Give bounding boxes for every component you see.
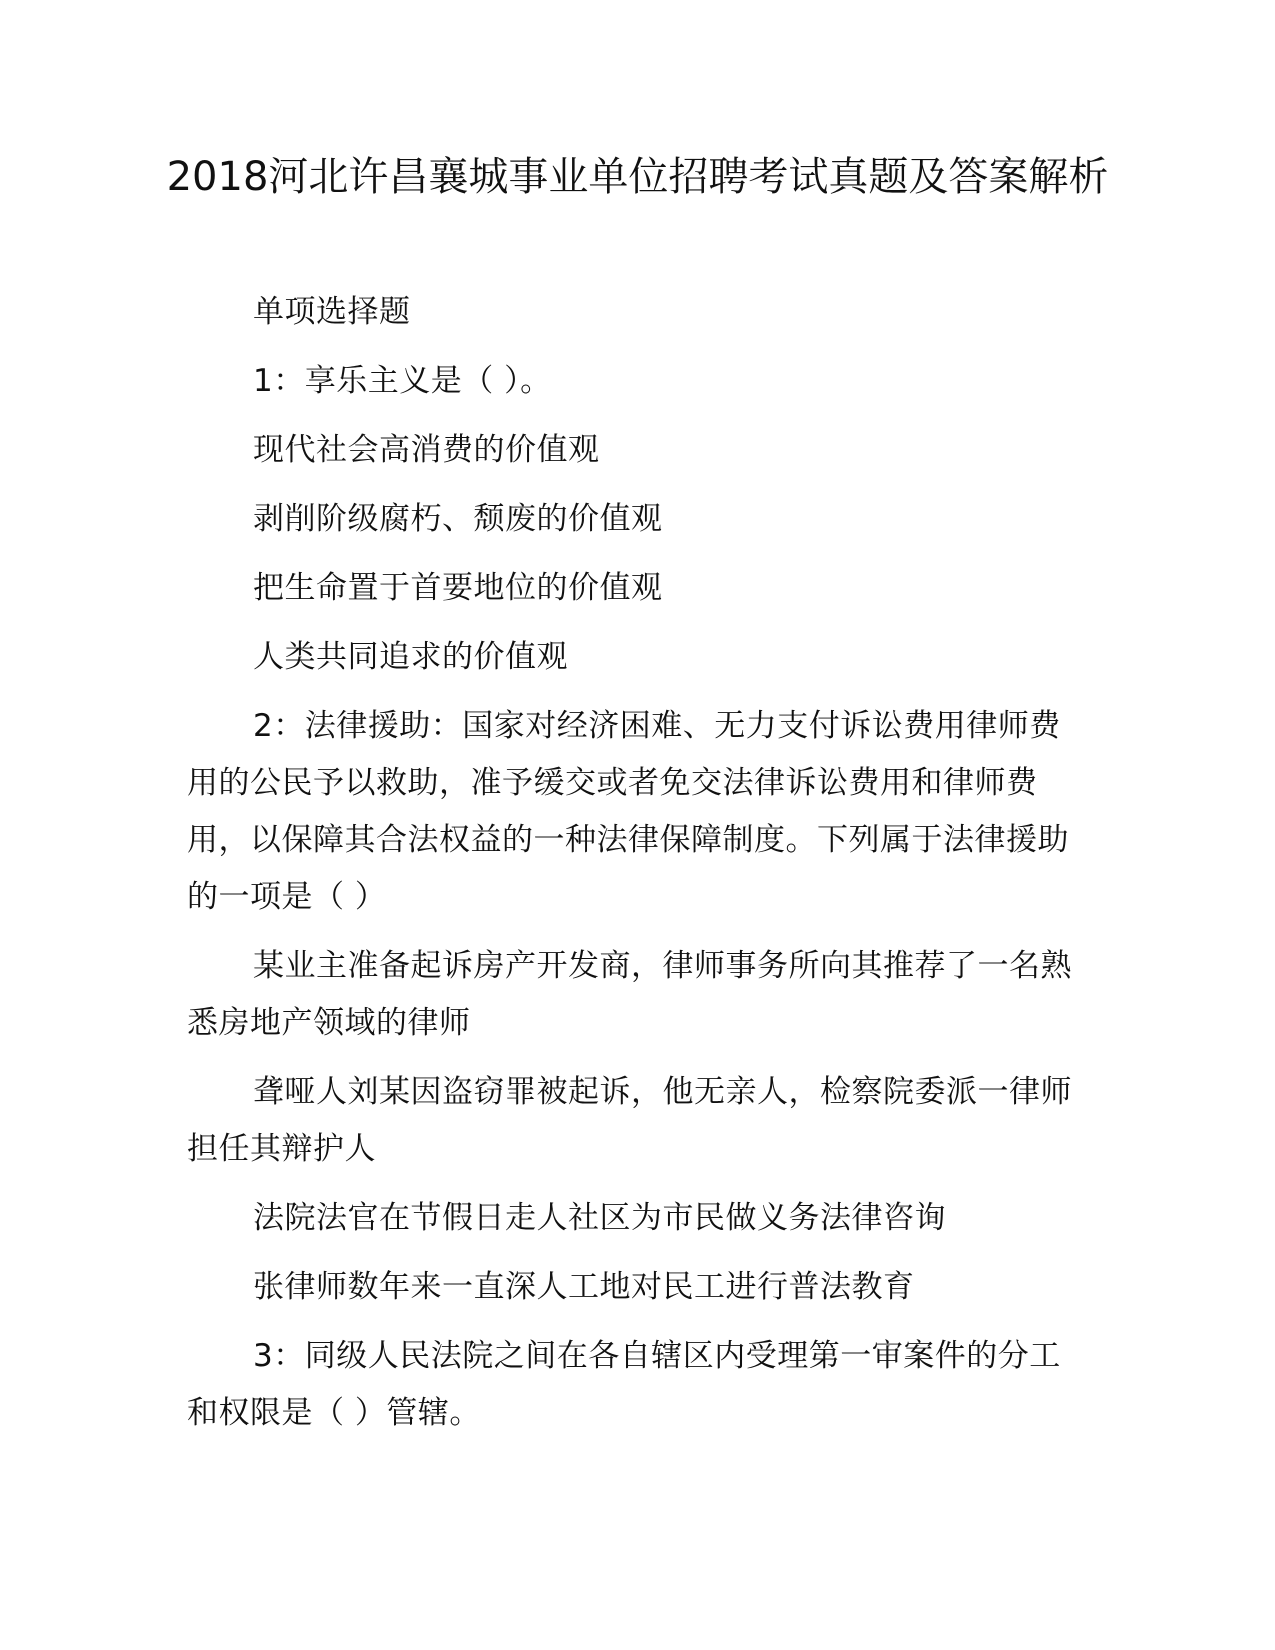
section-heading: 单项选择题	[253, 294, 411, 330]
question-1-option-c: 把生命置于首要地位的价值观	[253, 570, 663, 606]
question-2-option-c: 法院法官在节假日走人社区为市民做义务法律咨询	[253, 1200, 946, 1236]
question-1-option-a: 现代社会高消费的价值观	[253, 432, 600, 468]
question-1-stem: 1：享乐主义是（ ）。	[253, 363, 552, 399]
document-body	[187, 284, 1087, 1442]
question-3-stem: 3：同级人民法院之间在各自辖区内受理第一审案件的分工和权限是（ ）管辖。	[187, 1338, 1061, 1431]
document-title: 2018河北许昌襄城事业单位招聘考试真题及答案解析	[166, 154, 1109, 200]
question-2-option-a: 某业主准备起诉房产开发商，律师事务所向其推荐了一名熟悉房地产领域的律师	[187, 948, 1072, 1041]
question-2-option-b: 聋哑人刘某因盗窃罪被起诉，他无亲人，检察院委派一律师担任其辩护人	[187, 1074, 1072, 1167]
question-2-stem: 2：法律援助：国家对经济困难、无力支付诉讼费用律师费用的公民予以救助，准予缓交或者免交法律诉讼费用和律师费用，以保障其合法权益的一种法律保障制度。下列属于法律援助的一项是（ ）	[187, 708, 1069, 915]
question-1-option-b: 剥削阶级腐朽、颓废的价值观	[253, 501, 663, 537]
question-1-option-d: 人类共同追求的价值观	[253, 639, 568, 675]
question-2-option-d: 张律师数年来一直深人工地对民工进行普法教育	[253, 1269, 915, 1305]
